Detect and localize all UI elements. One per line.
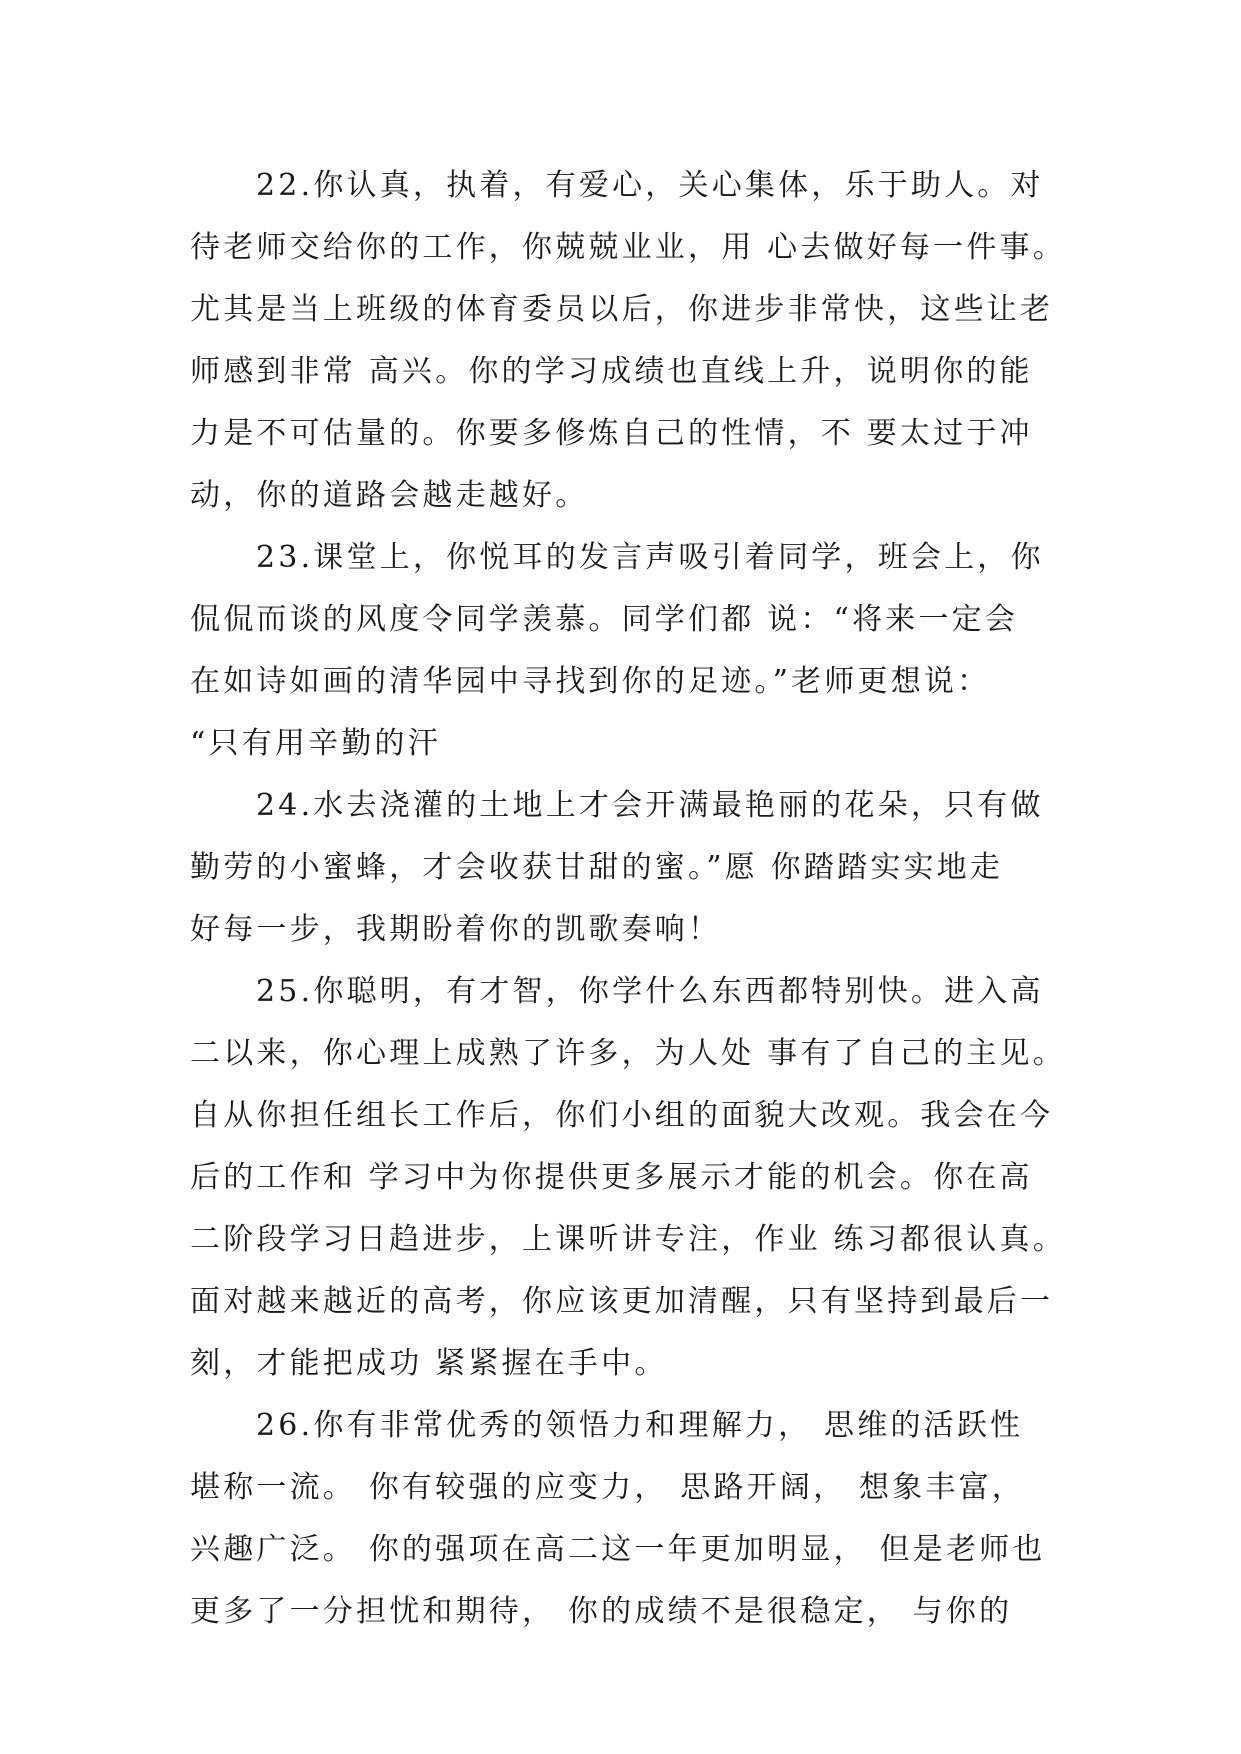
paragraph-25-line-5: 二阶段学习日趋进步，上课听讲专注，作业 练习都很认真。 xyxy=(190,1222,1066,1257)
paragraph-25-line-3: 自从你担任组长工作后，你们小组的面貌大改观。我会在今 xyxy=(190,1098,1054,1133)
paragraph-23-line-4: “只有用辛勤的汗 xyxy=(190,726,441,761)
paragraph-26-line-3: 兴趣广泛。 你的强项在高二这一年更加明显， 但是老师也 xyxy=(190,1532,1046,1567)
paragraph-24-line-2: 勤劳的小蜜蜂，才会收获甘甜的蜜。”愿 你踏踏实实地走 xyxy=(190,850,1004,885)
paragraph-26-line-1: 26.你有非常优秀的领悟力和理解力， 思维的活跃性 xyxy=(256,1408,1024,1443)
paragraph-22-line-5: 力是不可估量的。你要多修炼自己的性情，不 要太过于冲 xyxy=(190,416,1033,451)
paragraph-23-line-2: 侃侃而谈的风度令同学羡慕。同学们都 说：“将来一定会 xyxy=(190,602,1019,637)
paragraph-25-line-7: 刻，才能把成功 紧紧握在手中。 xyxy=(190,1346,668,1381)
paragraph-25-line-2: 二以来，你心理上成熟了许多，为人处 事有了自己的主见。 xyxy=(190,1036,1066,1071)
paragraph-25-line-1: 25.你聪明，有才智，你学什么东西都特别快。进入高 xyxy=(256,974,1044,1009)
paragraph-22-line-4: 师感到非常 高兴。你的学习成绩也直线上升，说明你的能 xyxy=(190,354,1033,389)
paragraph-24-line-3: 好每一步，我期盼着你的凯歌奏响！ xyxy=(190,912,722,947)
paragraph-26-line-2: 堪称一流。 你有较强的应变力， 思路开阔， 想象丰富， xyxy=(190,1470,1026,1505)
paragraph-22-line-6: 动，你的道路会越走越好。 xyxy=(190,478,589,513)
paragraph-23-line-1: 23.课堂上，你悦耳的发言声吸引着同学，班会上，你 xyxy=(256,540,1044,575)
paragraph-25-line-4: 后的工作和 学习中为你提供更多展示才能的机会。你在高 xyxy=(190,1160,1033,1195)
paragraph-22-line-2: 待老师交给你的工作，你兢兢业业，用 心去做好每一件事。 xyxy=(190,230,1066,265)
paragraph-22-line-1: 22.你认真，执着，有爱心，关心集体，乐于助人。对 xyxy=(256,168,1044,203)
paragraph-22-line-3: 尤其是当上班级的体育委员以后，你进步非常快，这些让老 xyxy=(190,292,1054,327)
paragraph-25-line-6: 面对越来越近的高考，你应该更加清醒，只有坚持到最后一 xyxy=(190,1284,1054,1319)
paragraph-24-line-1: 24.水去浇灌的土地上才会开满最艳丽的花朵，只有做 xyxy=(256,788,1044,823)
paragraph-26-line-4: 更多了一分担忧和期待， 你的成绩不是很稳定， 与你的 xyxy=(190,1594,1013,1629)
paragraph-23-line-3: 在如诗如画的清华园中寻找到你的足迹。”老师更想说： xyxy=(190,664,991,699)
